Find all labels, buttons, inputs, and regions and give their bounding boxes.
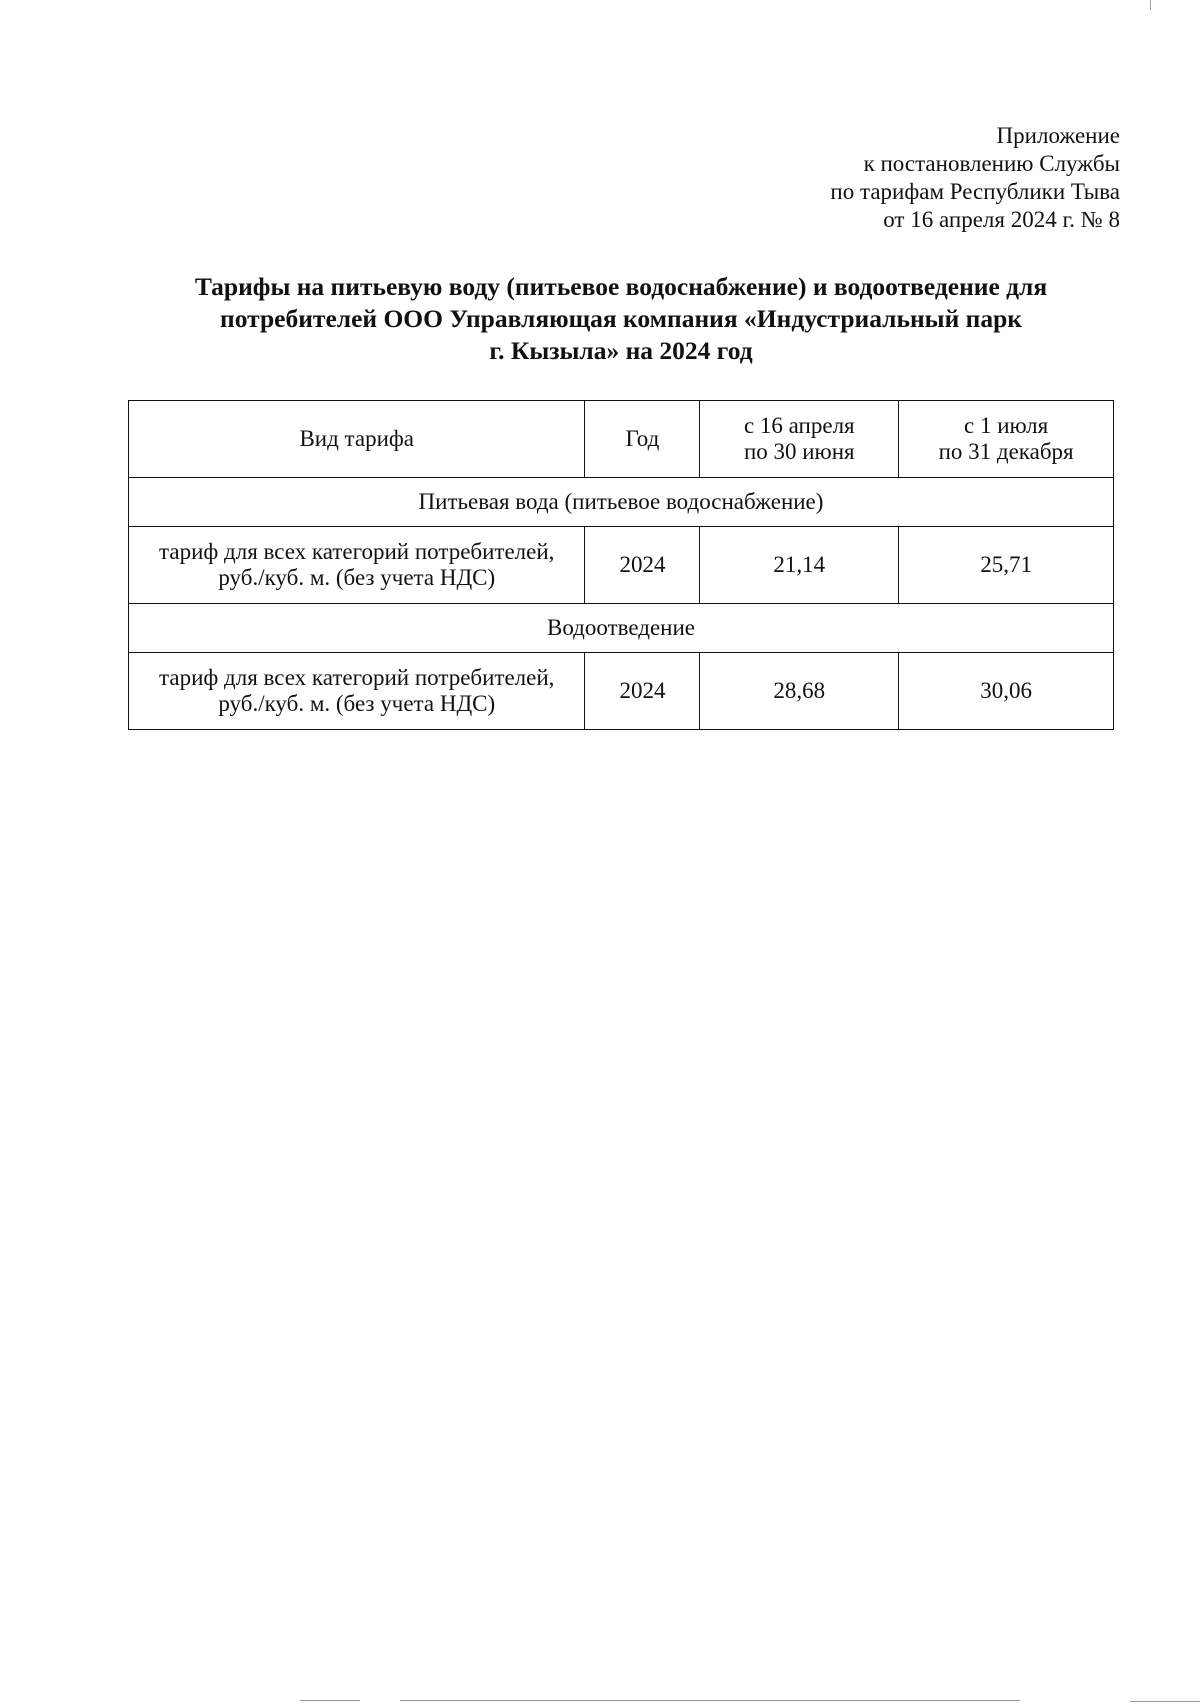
cell-kind-line: руб./куб. м. (без учета НДС) <box>218 691 496 716</box>
appendix-block <box>830 122 1120 234</box>
cell-year: 2024 <box>585 527 700 604</box>
title-line: Тарифы на питьевую воду (питьевое водоснабжение) и водоотведение для <box>194 272 1048 301</box>
scan-artifact <box>400 1700 1020 1701</box>
table-section-row <box>129 604 1114 653</box>
appendix-line: от 16 апреля 2024 г. № 8 <box>883 207 1120 232</box>
cell-period2-value: 25,71 <box>899 527 1114 604</box>
scan-artifact <box>1130 1701 1200 1702</box>
header-period1-line: по 30 июня <box>743 439 855 464</box>
appendix-line: к постановлению Службы <box>863 151 1120 176</box>
header-cell-year: Год <box>585 401 700 478</box>
cell-kind <box>129 653 585 730</box>
appendix-line: по тарифам Республики Тыва <box>830 179 1120 204</box>
cell-kind-line: тариф для всех категорий потребителей, <box>159 665 555 690</box>
table-row <box>129 653 1114 730</box>
header-cell-period1 <box>700 401 899 478</box>
table-section-row <box>129 478 1114 527</box>
title-line: г. Кызыла» на 2024 год <box>489 336 753 365</box>
header-period2-line: с 1 июля <box>964 413 1049 438</box>
table-header-row <box>129 401 1114 478</box>
header-cell-period2 <box>899 401 1114 478</box>
table-row <box>129 527 1114 604</box>
cell-year: 2024 <box>585 653 700 730</box>
cell-kind-line: руб./куб. м. (без учета НДС) <box>218 565 496 590</box>
document-title <box>128 271 1114 367</box>
cell-period2-value: 30,06 <box>899 653 1114 730</box>
section-title-sewerage: Водоотведение <box>129 604 1114 653</box>
appendix-line: Приложение <box>996 123 1120 148</box>
scan-artifact <box>1150 0 1151 10</box>
title-line: потребителей ООО Управляющая компания «Индустриальный парк <box>220 304 1022 333</box>
section-title-water: Питьевая вода (питьевое водоснабжение) <box>129 478 1114 527</box>
scan-artifact <box>300 1700 360 1701</box>
header-cell-kind: Вид тарифа <box>129 401 585 478</box>
tariff-table <box>128 400 1114 730</box>
cell-kind <box>129 527 585 604</box>
cell-kind-line: тариф для всех категорий потребителей, <box>159 539 555 564</box>
header-period1-line: с 16 апреля <box>743 413 855 438</box>
header-period2-line: по 31 декабря <box>938 439 1074 464</box>
cell-period1-value: 28,68 <box>700 653 899 730</box>
cell-period1-value: 21,14 <box>700 527 899 604</box>
